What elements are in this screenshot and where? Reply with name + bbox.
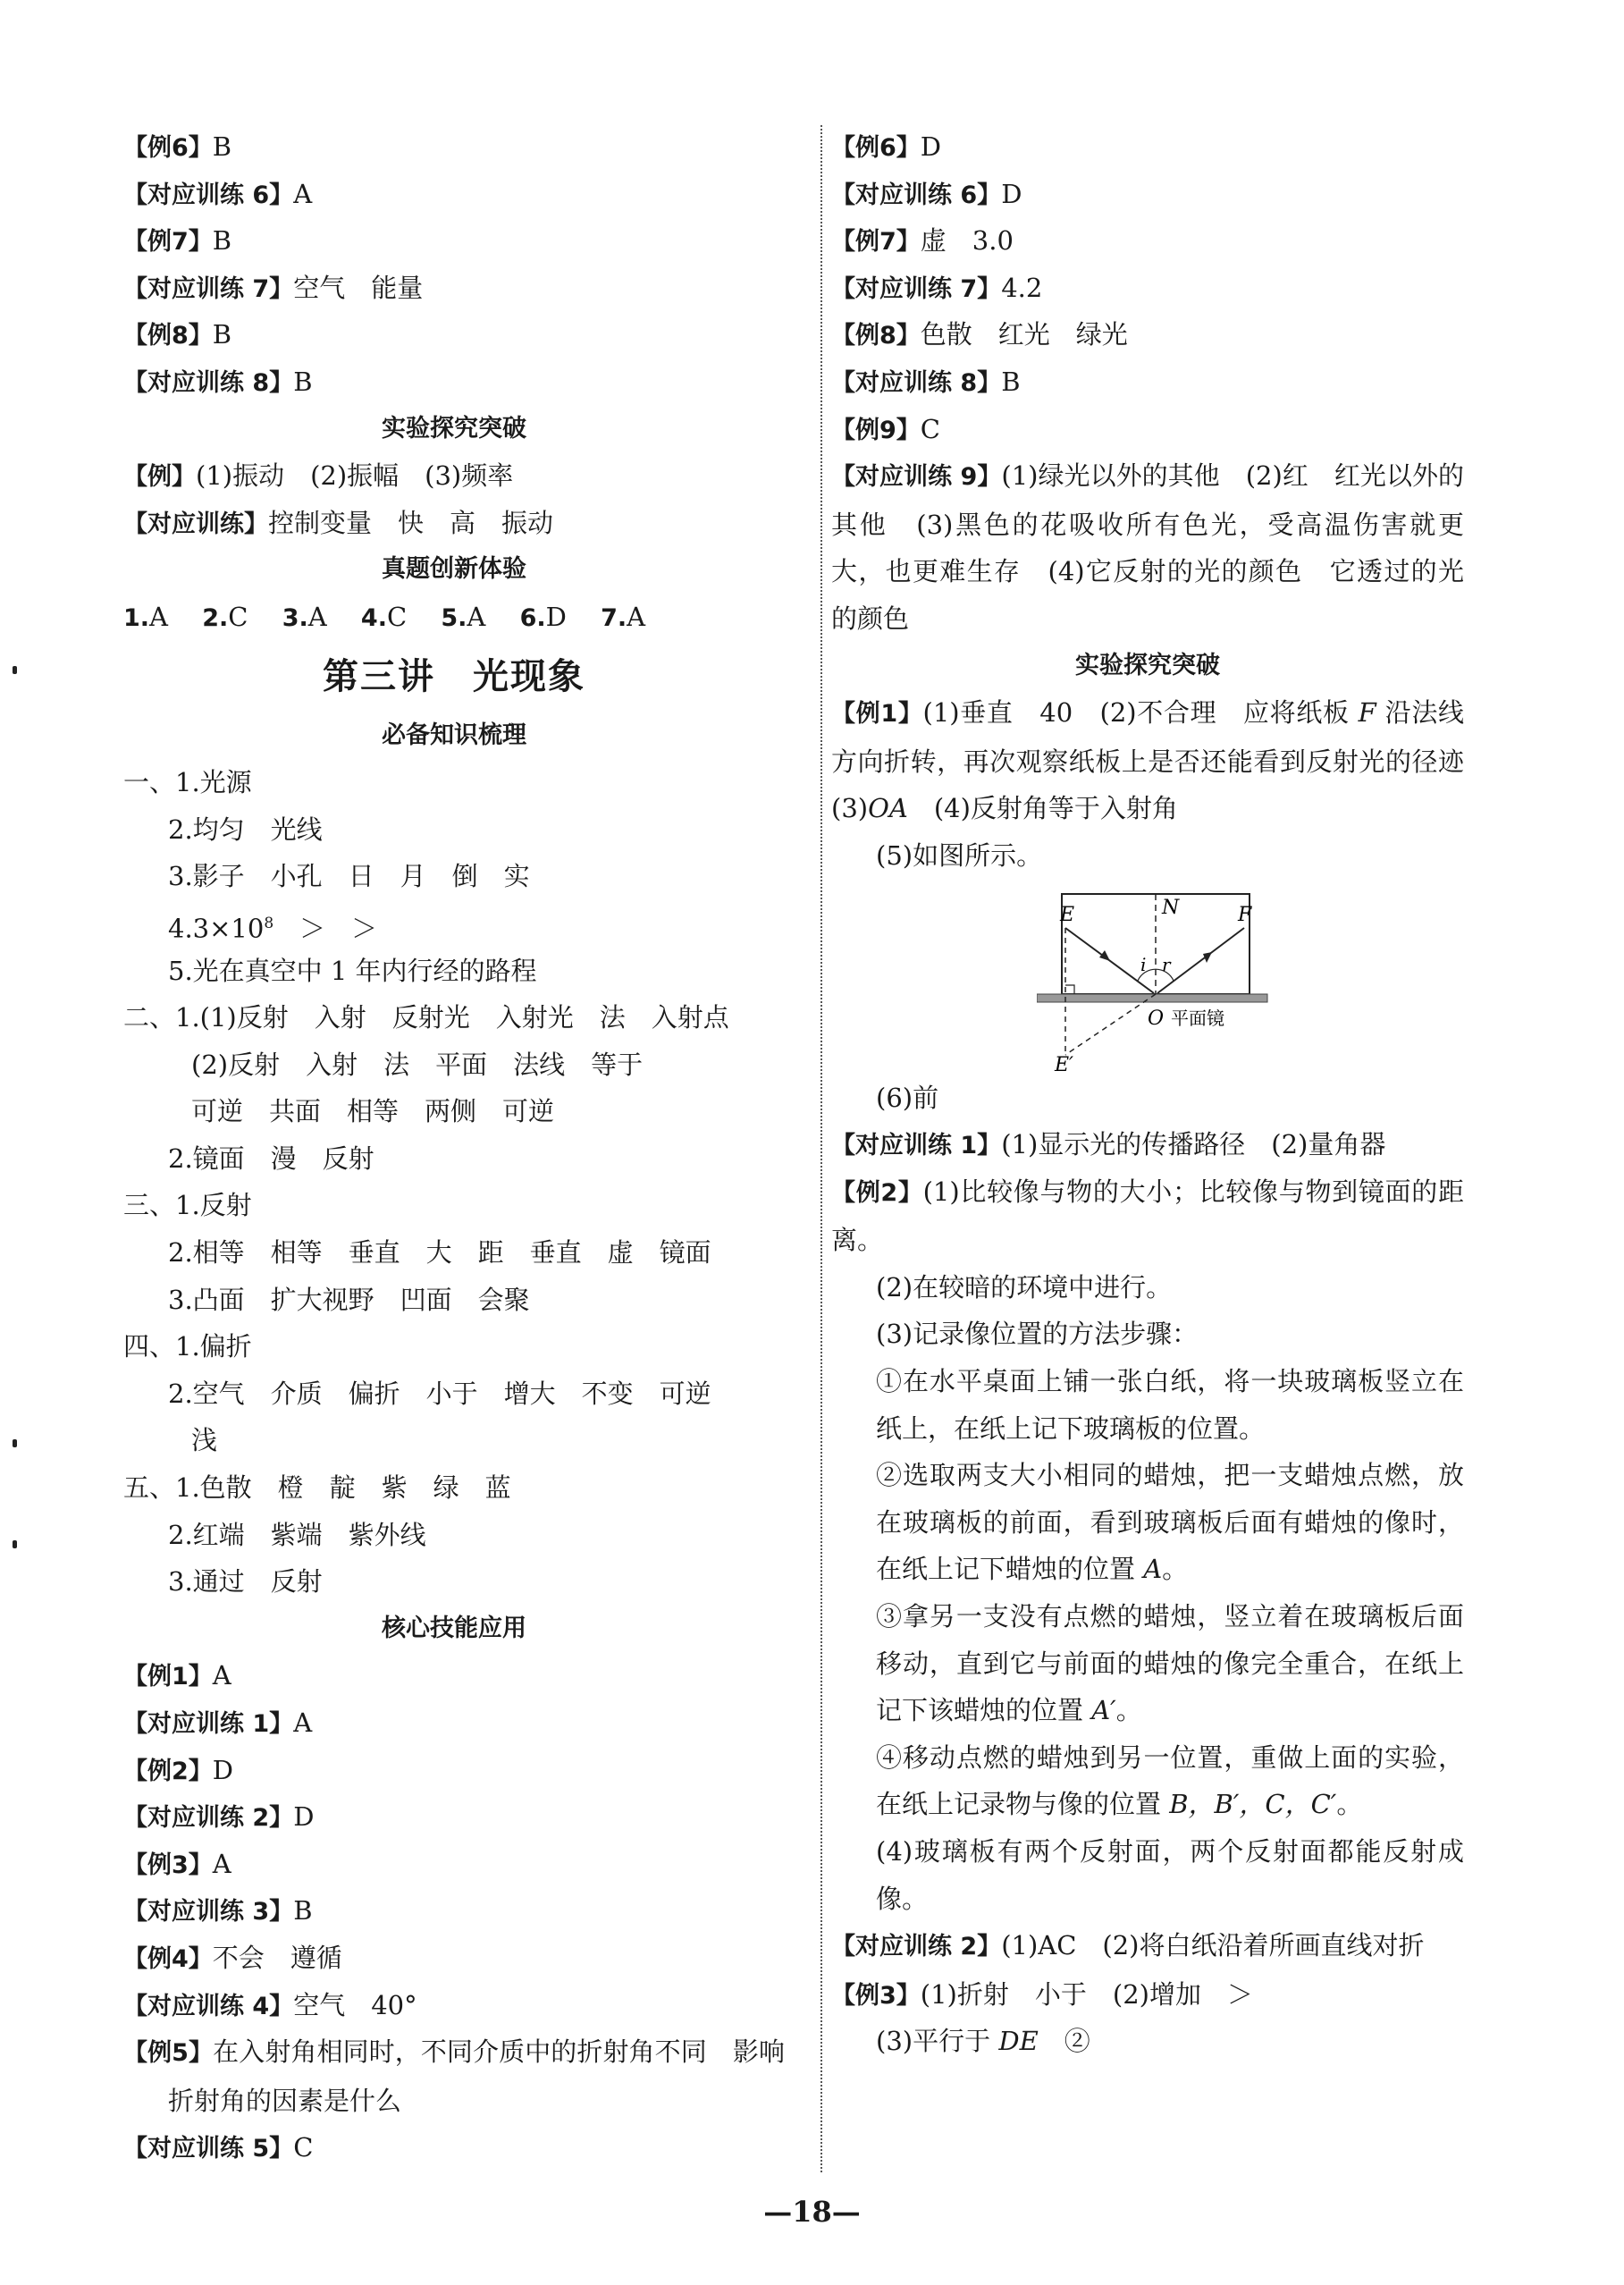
knowledge-line: 一、1.光源 — [123, 767, 252, 798]
knowledge-line: 四、1.偏折 — [123, 1331, 252, 1362]
answer-line: (6)前 — [876, 1082, 939, 1113]
answer-line: 【对应训练 1】(1)显示光的传播路径 (2)量角器 — [831, 1129, 1386, 1160]
reflection-figure — [831, 880, 1464, 1075]
scan-mark — [13, 1540, 17, 1548]
section-heading: 实验探究突破 — [1075, 651, 1220, 679]
answer-paragraph: 【例2】(1)比较像与物的大小；比较像与物到镜面的距离。 — [831, 1176, 1464, 1256]
right-angle-mark — [1065, 985, 1074, 994]
answer-line: 【例4】不会 遵循 — [123, 1942, 342, 1973]
column-divider — [820, 125, 822, 2172]
answer-line: 【对应训练 3】B — [123, 1895, 313, 1927]
knowledge-line: 3.影子 小孔 日 月 倒 实 — [168, 861, 530, 892]
section-heading: 实验探究突破 — [382, 414, 526, 443]
answer-line: 【对应训练 7】4.2 — [831, 272, 1043, 303]
label-E: E — [1060, 903, 1075, 926]
answer-line: (3)平行于 DE ② — [876, 2026, 1090, 2057]
answer-line: 【例9】C — [831, 413, 940, 444]
answer-line: 【例8】B — [123, 319, 232, 350]
answer-paragraph: ②选取两支大小相同的蜡烛，把一支蜡烛点燃，放在玻璃板的前面，看到玻璃板后面有蜡烛的像时，在纸上记下蜡烛的位置 A。 — [876, 1460, 1464, 1585]
answer-line: 【例6】D — [831, 131, 942, 162]
incident-arrow — [1099, 950, 1110, 961]
answer-line: 【对应训练 8】B — [831, 366, 1021, 397]
answer-line: 【对应训练 7】空气 能量 — [123, 272, 424, 303]
answer-paragraph: 【对应训练 9】(1)绿光以外的其他 (2)红 红光以外的其他 (3)黑色的花吸收所有色光，受高温伤害就更大，也更难生存 (4)它反射的光的颜色 它透过的光的颜色 — [831, 460, 1464, 634]
scan-mark — [13, 666, 17, 674]
answer-line: 【对应训练 6】D — [831, 178, 1022, 209]
answer-line: 【对应训练 6】A — [123, 178, 313, 209]
answer-paragraph: 【对应训练 2】(1)AC (2)将白纸沿着所画直线对折 — [831, 1930, 1425, 1961]
knowledge-line: 三、1.反射 — [123, 1190, 252, 1221]
answer-paragraph: (2)在较暗的环境中进行。 — [876, 1271, 1173, 1303]
knowledge-line: 可逆 共面 相等 两侧 可逆 — [191, 1096, 555, 1127]
answer-line: 【例3】A — [123, 1848, 231, 1879]
answer-line: 【例1】A — [123, 1660, 231, 1691]
label-N: N — [1162, 896, 1180, 919]
knowledge-line: $4.3\times 10^8$ ＞ ＞ — [168, 913, 378, 944]
plane-mirror — [1037, 994, 1267, 1002]
label-F: F — [1238, 903, 1252, 926]
knowledge-line: (2)反射 入射 法 平面 法线 等于 — [191, 1049, 644, 1080]
knowledge-line: 2.相等 相等 垂直 大 距 垂直 虚 镜面 — [168, 1237, 711, 1269]
knowledge-line: 五、1.色散 橙 靛 紫 绿 蓝 — [123, 1472, 511, 1504]
section-heading: 核心技能应用 — [382, 1614, 526, 1642]
knowledge-line: 2.红端 紫端 紫外线 — [168, 1519, 426, 1550]
label-E-prime: E′ — [1055, 1053, 1074, 1073]
section-heading: 真题创新体验 — [382, 555, 526, 584]
answer-line: 【对应训练 1】A — [123, 1707, 313, 1738]
answer-paragraph: (5)如图所示。 — [876, 839, 1043, 871]
knowledge-line: 2.镜面 漫 反射 — [168, 1142, 374, 1174]
answer-line: 【例6】B — [123, 131, 232, 162]
real-answers: 1.A 2.C 3.A 4.C 5.A 6.D 7.A — [123, 601, 646, 632]
label-r: r — [1162, 953, 1171, 975]
lecture-title: 第三讲 光现象 — [323, 654, 585, 697]
answer-paragraph: ④移动点燃的蜡烛到另一位置，重做上面的实验，在纸上记录物与像的位置 B，B′，C，C′。 — [876, 1741, 1464, 1820]
knowledge-line: 2.空气 介质 偏折 小于 增大 不变 可逆 — [168, 1378, 711, 1409]
image-ray — [1065, 994, 1156, 1055]
right-column — [831, 123, 1491, 2065]
answer-line: 【对应训练 8】B — [123, 366, 313, 397]
section-heading: 必备知识梳理 — [382, 721, 526, 749]
answer-line: 【对应训练 5】C — [123, 2132, 314, 2163]
answer-paragraph: (3)记录像位置的方法步骤： — [876, 1319, 1199, 1350]
answer-paragraph: 【例1】(1)垂直 40 (2)不合理 应将纸板 F 沿法线方向折转，再次观察纸板上是否还能看到反射光的径迹 (3)OA (4)反射角等于入射角 — [831, 697, 1491, 824]
answer-line: 【对应训练 4】空气 40° — [123, 1989, 417, 2020]
answer-paragraph: (4)玻璃板有两个反射面，两个反射面都能反射成像。 — [876, 1836, 1464, 1914]
answer-line: 【例7】虚 3.0 — [831, 225, 1014, 257]
scan-mark — [13, 1439, 17, 1447]
answer-line: 【例8】色散 红光 绿光 — [831, 319, 1128, 350]
knowledge-line: 浅 — [191, 1425, 218, 1456]
page-number: —18— — [763, 2195, 861, 2229]
answer-line: 【对应训练 2】D — [123, 1801, 315, 1833]
knowledge-line: 3.通过 反射 — [168, 1566, 323, 1598]
answer-paragraph: ①在水平桌面上铺一张白纸，将一块玻璃板竖立在纸上，在纸上记下玻璃板的位置。 — [876, 1366, 1464, 1444]
label-mirror: 平面镜 — [1171, 1007, 1224, 1029]
knowledge-line: 3.凸面 扩大视野 凹面 会聚 — [168, 1284, 530, 1315]
reflection-diagram — [1037, 885, 1278, 1073]
knowledge-line: 5.光在真空中 1 年内行经的路程 — [168, 955, 537, 986]
answer-paragraph: ③拿另一支没有点燃的蜡烛，竖立着在玻璃板后面移动，直到它与前面的蜡烛的像完全重合，在纸上记下该蜡烛的位置 A′。 — [876, 1601, 1464, 1726]
label-O: O — [1148, 1007, 1165, 1030]
answer-paragraph: 【例5】在入射角相同时，不同介质中的折射角不同 影响折射角的因素是什么 — [123, 2036, 785, 2116]
answer-line: 【对应训练】控制变量 快 高 振动 — [123, 507, 554, 538]
answer-line: 【例3】(1)折射 小于 (2)增加 ＞ — [831, 1978, 1253, 2010]
answer-line: 【例】(1)振动 (2)振幅 (3)频率 — [123, 460, 514, 492]
label-i: i — [1140, 953, 1147, 975]
answer-line: 【例7】B — [123, 225, 232, 257]
knowledge-line: 二、1.(1)反射 入射 反射光 入射光 法 入射点 — [123, 1002, 729, 1033]
answer-line: 【例2】D — [123, 1754, 234, 1785]
left-column — [123, 123, 785, 2171]
knowledge-line: 2.均匀 光线 — [168, 814, 323, 845]
